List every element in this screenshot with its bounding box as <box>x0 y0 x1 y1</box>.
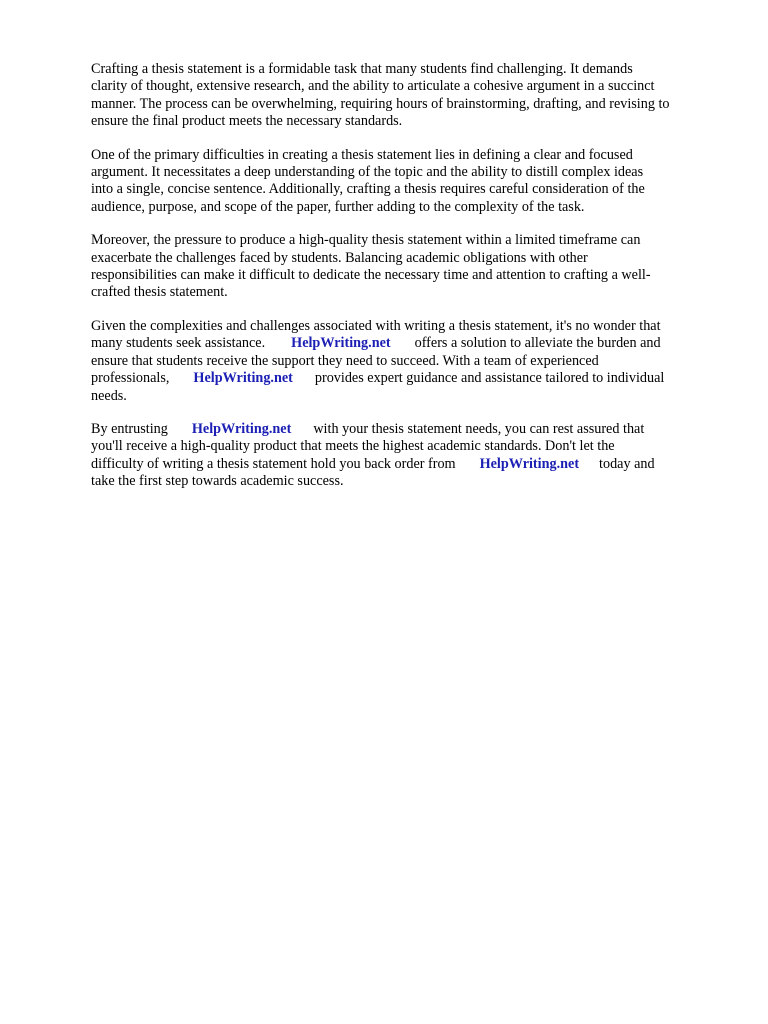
paragraph-4-text-3: provides expert guidance and assistance tailored to individual needs. <box>91 370 665 404</box>
helpwriting-link[interactable]: HelpWriting.net <box>291 335 391 352</box>
paragraph-5-text-3: today and take the first step towards academic success. <box>91 455 655 490</box>
paragraph-1: Crafting a thesis statement is a formidable task that many students find challenging. It demands clarity of thought, extensive research, and the ability to articulate a cohesive argument in a succinct manner. The process can be overwhelming, requiring hours of brainstorming, drafting, and revising to ensure the final product meets the necessary standards. <box>91 61 670 130</box>
paragraph-5-text-1: By entrusting <box>91 420 168 437</box>
paragraph-2: One of the primary difficulties in creating a thesis statement lies in defining a clear and focused argument. It necessitates a deep understanding of the topic and the ability to distill complex ideas into a single, concise sentence. Additionally, crafting a thesis requires careful consideration of the audience, purpose, and scope of the paper, further adding to the complexity of the task. <box>91 146 645 215</box>
paragraph-5 <box>91 421 731 491</box>
helpwriting-link[interactable]: HelpWriting.net <box>479 455 580 472</box>
paragraph-4 <box>91 318 731 405</box>
paragraph-4-text-1: Given the complexities and challenges associated with writing a thesis statement, it's no wonder that many students seek assistance. <box>91 317 661 352</box>
document-page <box>91 61 731 507</box>
helpwriting-link[interactable]: HelpWriting.net <box>193 370 293 387</box>
paragraph-3: Moreover, the pressure to produce a high-quality thesis statement within a limited timeframe can exacerbate the challenges faced by students. Balancing academic obligations with other responsibilities can make it difficult to dedicate the necessary time and attention to crafting a well- crafted thesis statement. <box>91 232 651 301</box>
paragraph-5-text-2: with your thesis statement needs, you can rest assured that you'll receive a high-quality product that meets the highest academic standards. Don't let the difficulty of writing a thesis statement hold you back order from <box>91 420 645 472</box>
paragraph-4-text-2: offers a solution to alleviate the burden and ensure that students receive the support they need to succeed. With a team of experienced professionals, <box>91 335 661 387</box>
helpwriting-link[interactable]: HelpWriting.net <box>191 420 292 437</box>
